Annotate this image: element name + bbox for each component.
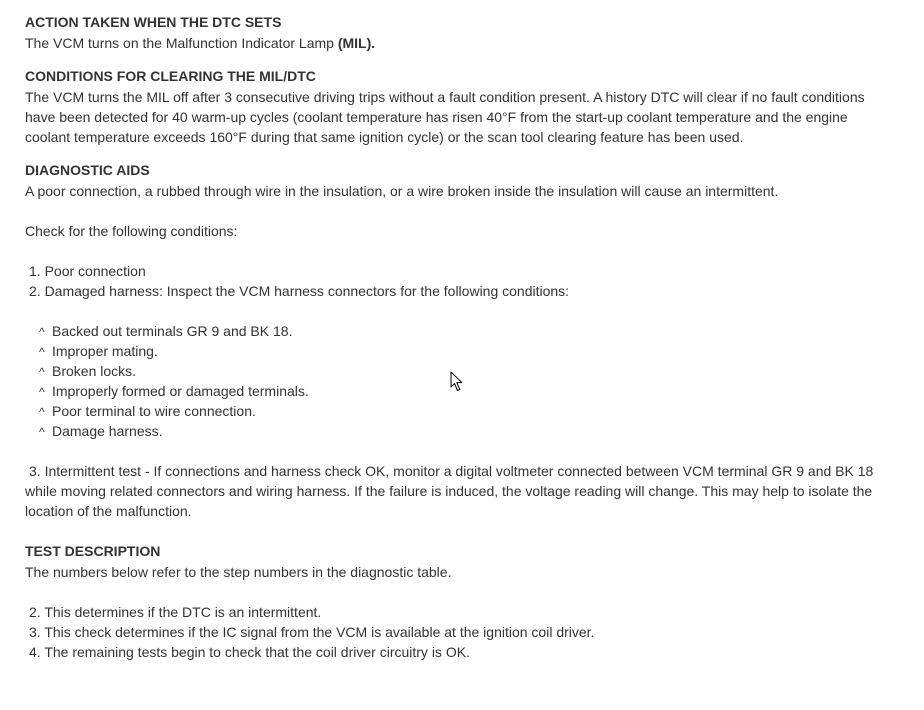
sub-list-item-text: Backed out terminals GR 9 and BK 18.: [52, 323, 293, 339]
aids-text: A poor connection, a rubbed through wire in the insulation, or a wire broken inside the insulation will cause an intermittent.: [25, 183, 779, 199]
caret-icon: ^: [39, 385, 45, 399]
section-heading-clearing: CONDITIONS FOR CLEARING THE MIL/DTC: [25, 68, 316, 84]
sub-list-item-text: Improperly formed or damaged terminals.: [52, 383, 309, 399]
sub-list-item-text: Poor terminal to wire connection.: [52, 403, 256, 419]
action-text: [25, 33, 895, 53]
mouse-pointer-icon: [450, 371, 464, 392]
section-heading-test: TEST DESCRIPTION: [25, 543, 161, 559]
sub-list-item-text: Improper mating.: [52, 343, 158, 359]
check-intro: Check for the following conditions:: [25, 223, 238, 239]
list-item: 1. Poor connection: [29, 263, 146, 279]
list-item-text: 3. Intermittent test - If connections and harness check OK, monitor a digital voltmeter connected between VCM terminal GR 9 and BK 18 while moving related connectors and wiring harness. If the failure is induced, the voltage reading will change. This may help to isolate the location of the malfunction.: [25, 463, 874, 519]
test-text: The numbers below refer to the step numbers in the diagnostic table.: [25, 564, 452, 580]
section-heading-action: ACTION TAKEN WHEN THE DTC SETS: [25, 14, 282, 30]
sub-list-item-text: Broken locks.: [52, 363, 137, 379]
caret-icon: ^: [39, 365, 45, 379]
sub-list-item-text: Damage harness.: [52, 423, 163, 439]
list-item: 3. This check determines if the IC signal from the VCM is available at the ignition coil driver.: [29, 624, 595, 640]
list-item: 2. This determines if the DTC is an intermittent.: [29, 604, 322, 620]
action-text-bold: (MIL).: [337, 35, 376, 51]
sub-list-item: [25, 401, 895, 421]
list-item: 4. The remaining tests begin to check that the coil driver circuitry is OK.: [29, 644, 470, 660]
sub-list-item: [25, 421, 895, 441]
caret-icon: ^: [39, 425, 45, 439]
section-heading-aids: DIAGNOSTIC AIDS: [25, 162, 150, 178]
list-item-intermittent-test: [25, 461, 895, 521]
caret-icon: ^: [39, 345, 45, 359]
list-item: 2. Damaged harness: Inspect the VCM harness connectors for the following conditions:: [29, 283, 570, 299]
sub-list-item: [25, 321, 895, 341]
clearing-text: The VCM turns the MIL off after 3 consecutive driving trips without a fault condition present. A history DTC will clear if no fault conditions have been detected for 40 warm-up cycles (coolant temperature has risen 40°F from the start-up coolant temperature and the engine coolant temperature exceeds 160°F during that same ignition cycle) or the scan tool clearing feature has been used.: [25, 89, 865, 145]
sub-list-item: [25, 341, 895, 361]
document-body: [25, 12, 895, 662]
caret-icon: ^: [39, 325, 45, 339]
caret-icon: ^: [39, 405, 45, 419]
action-text-plain: The VCM turns on the Malfunction Indicator Lamp: [25, 35, 338, 51]
